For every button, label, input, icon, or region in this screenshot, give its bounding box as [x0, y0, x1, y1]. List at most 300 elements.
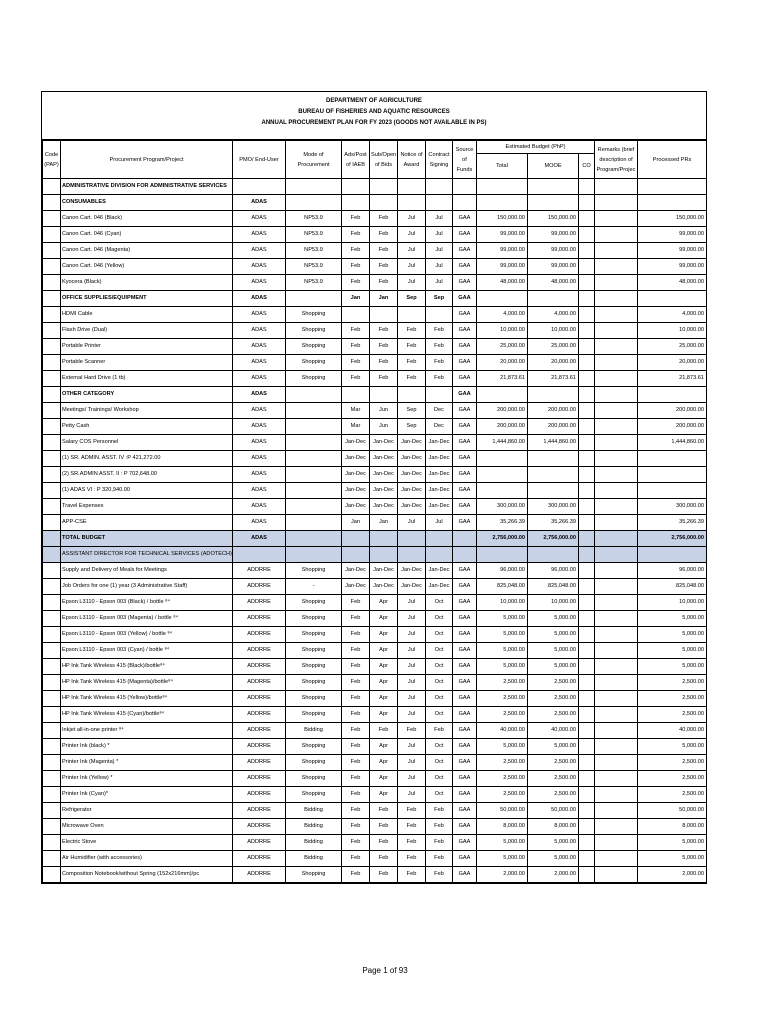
- cell-sub: Apr: [370, 691, 398, 707]
- cell-processed: [638, 467, 707, 483]
- cell-remarks: [595, 595, 638, 611]
- cell-name: Job Orders for one (1) year (3 Administrative Staff): [61, 579, 233, 595]
- table-row: [43, 467, 707, 483]
- cell-source: GAA: [453, 451, 477, 467]
- cell-processed: 5,000.00: [638, 659, 707, 675]
- cell-ads: Feb: [342, 803, 370, 819]
- cell-notice: [398, 531, 426, 547]
- cell-mooe: 825,048.00: [528, 579, 579, 595]
- cell-sub: [370, 179, 398, 195]
- cell-remarks: [595, 419, 638, 435]
- cell-mode: Shopping: [286, 307, 342, 323]
- cell-source: GAA: [453, 275, 477, 291]
- cell-notice: Jul: [398, 643, 426, 659]
- cell-code: [43, 531, 61, 547]
- cell-remarks: [595, 291, 638, 307]
- cell-processed: 300,000.00: [638, 499, 707, 515]
- cell-co: [579, 323, 595, 339]
- table-row: [43, 563, 707, 579]
- cell-sub: Feb: [370, 227, 398, 243]
- cell-processed: 5,000.00: [638, 851, 707, 867]
- cell-source: GAA: [453, 755, 477, 771]
- cell-processed: 2,500.00: [638, 707, 707, 723]
- table-body: [43, 179, 707, 883]
- cell-processed: 25,000.00: [638, 339, 707, 355]
- cell-mooe: 2,756,000.00: [528, 531, 579, 547]
- cell-ads: Feb: [342, 819, 370, 835]
- cell-ads: Feb: [342, 611, 370, 627]
- cell-remarks: [595, 451, 638, 467]
- cell-co: [579, 851, 595, 867]
- cell-ads: Feb: [342, 275, 370, 291]
- cell-contract: [426, 307, 453, 323]
- cell-name: HP Ink Tank Wireless 415 (Yellow)/bottle⁸⁴: [61, 691, 233, 707]
- cell-ads: Jan-Dec: [342, 435, 370, 451]
- cell-name: CONSUMABLES: [61, 195, 233, 211]
- cell-remarks: [595, 563, 638, 579]
- col-contract: Contract Signing: [426, 141, 453, 179]
- cell-mode: Shopping: [286, 739, 342, 755]
- cell-notice: Jul: [398, 659, 426, 675]
- cell-total: 5,000.00: [477, 627, 528, 643]
- cell-ads: Mar: [342, 403, 370, 419]
- cell-notice: Feb: [398, 835, 426, 851]
- cell-pmo: [233, 179, 286, 195]
- cell-notice: Jul: [398, 755, 426, 771]
- cell-mode: Shopping: [286, 355, 342, 371]
- cell-ads: Jan: [342, 515, 370, 531]
- cell-mooe: 96,000.00: [528, 563, 579, 579]
- cell-remarks: [595, 387, 638, 403]
- cell-processed: 2,500.00: [638, 675, 707, 691]
- cell-pmo: ADDRRE: [233, 659, 286, 675]
- cell-pmo: ADDRRE: [233, 787, 286, 803]
- table-row: [43, 179, 707, 195]
- cell-mooe: 2,500.00: [528, 771, 579, 787]
- cell-ads: Feb: [342, 211, 370, 227]
- table-row: [43, 483, 707, 499]
- cell-processed: 825,048.00: [638, 579, 707, 595]
- table-row: [43, 691, 707, 707]
- cell-code: [43, 355, 61, 371]
- cell-contract: Jul: [426, 211, 453, 227]
- table-row: [43, 339, 707, 355]
- cell-code: [43, 691, 61, 707]
- cell-remarks: [595, 867, 638, 883]
- cell-co: [579, 435, 595, 451]
- cell-mooe: [528, 387, 579, 403]
- cell-source: GAA: [453, 675, 477, 691]
- cell-pmo: ADAS: [233, 243, 286, 259]
- cell-name: TOTAL BUDGET: [61, 531, 233, 547]
- cell-co: [579, 659, 595, 675]
- cell-source: GAA: [453, 691, 477, 707]
- cell-contract: Oct: [426, 627, 453, 643]
- cell-mode: [286, 467, 342, 483]
- cell-remarks: [595, 307, 638, 323]
- cell-notice: Jul: [398, 259, 426, 275]
- cell-remarks: [595, 211, 638, 227]
- cell-contract: Oct: [426, 611, 453, 627]
- cell-mooe: 200,000.00: [528, 403, 579, 419]
- cell-sub: Apr: [370, 771, 398, 787]
- cell-code: [43, 291, 61, 307]
- cell-total: 21,873.61: [477, 371, 528, 387]
- cell-co: [579, 675, 595, 691]
- cell-mode: [286, 179, 342, 195]
- cell-source: GAA: [453, 563, 477, 579]
- cell-code: [43, 771, 61, 787]
- cell-mooe: 5,000.00: [528, 627, 579, 643]
- cell-ads: Feb: [342, 691, 370, 707]
- cell-code: [43, 611, 61, 627]
- cell-total: 5,000.00: [477, 659, 528, 675]
- col-total: Total: [477, 154, 528, 179]
- col-mode: Mode of Procurement: [286, 141, 342, 179]
- cell-pmo: ADAS: [233, 451, 286, 467]
- col-processed: Processed PRs: [638, 141, 707, 179]
- col-budget: Estimated Budget (PhP): [477, 141, 595, 154]
- cell-contract: Jul: [426, 243, 453, 259]
- cell-name: ASSISTANT DIRECTOR FOR TECHNICAL SERVICES (ADOTECH): [61, 547, 233, 563]
- table-row: [43, 627, 707, 643]
- cell-contract: Oct: [426, 755, 453, 771]
- cell-contract: Oct: [426, 675, 453, 691]
- cell-remarks: [595, 691, 638, 707]
- cell-pmo: ADAS: [233, 467, 286, 483]
- cell-ads: Feb: [342, 323, 370, 339]
- cell-sub: [370, 547, 398, 563]
- cell-remarks: [595, 371, 638, 387]
- cell-co: [579, 499, 595, 515]
- cell-mooe: [528, 467, 579, 483]
- cell-total: [477, 547, 528, 563]
- cell-source: GAA: [453, 771, 477, 787]
- table-row: [43, 387, 707, 403]
- cell-total: 10,000.00: [477, 323, 528, 339]
- cell-name: Printer Ink (Magenta) *: [61, 755, 233, 771]
- table-row: [43, 531, 707, 547]
- cell-source: GAA: [453, 611, 477, 627]
- cell-code: [43, 275, 61, 291]
- cell-pmo: ADDRRE: [233, 755, 286, 771]
- cell-co: [579, 739, 595, 755]
- cell-name: HP Ink Tank Wireless 415 (Cyan)/bottle⁸⁴: [61, 707, 233, 723]
- cell-contract: Oct: [426, 595, 453, 611]
- cell-ads: [342, 307, 370, 323]
- cell-ads: Feb: [342, 339, 370, 355]
- cell-code: [43, 211, 61, 227]
- cell-pmo: ADDRRE: [233, 867, 286, 883]
- cell-pmo: ADAS: [233, 403, 286, 419]
- cell-contract: Jan-Dec: [426, 483, 453, 499]
- cell-mooe: 99,000.00: [528, 227, 579, 243]
- cell-pmo: ADDRRE: [233, 643, 286, 659]
- cell-pmo: ADAS: [233, 483, 286, 499]
- cell-source: GAA: [453, 355, 477, 371]
- cell-ads: [342, 547, 370, 563]
- table-row: [43, 499, 707, 515]
- cell-mode: NP53.9: [286, 211, 342, 227]
- cell-mooe: 40,000.00: [528, 723, 579, 739]
- cell-name: Microwave Oven: [61, 819, 233, 835]
- table-row: [43, 323, 707, 339]
- cell-pmo: ADDRRE: [233, 835, 286, 851]
- cell-ads: Feb: [342, 643, 370, 659]
- cell-notice: Jul: [398, 627, 426, 643]
- table-row: [43, 707, 707, 723]
- cell-mooe: 2,000.00: [528, 867, 579, 883]
- col-mooe: MOOE: [528, 154, 579, 179]
- cell-code: [43, 563, 61, 579]
- cell-processed: [638, 195, 707, 211]
- table-row: [43, 755, 707, 771]
- cell-contract: [426, 179, 453, 195]
- cell-mooe: [528, 291, 579, 307]
- cell-sub: Apr: [370, 707, 398, 723]
- cell-ads: [342, 387, 370, 403]
- cell-sub: Jun: [370, 403, 398, 419]
- cell-remarks: [595, 755, 638, 771]
- cell-mooe: 10,000.00: [528, 595, 579, 611]
- cell-pmo: ADAS: [233, 499, 286, 515]
- cell-mode: Shopping: [286, 643, 342, 659]
- cell-name: Portable Printer: [61, 339, 233, 355]
- cell-mode: [286, 403, 342, 419]
- cell-sub: Apr: [370, 787, 398, 803]
- cell-code: [43, 403, 61, 419]
- cell-ads: Feb: [342, 259, 370, 275]
- cell-code: [43, 595, 61, 611]
- cell-contract: [426, 531, 453, 547]
- cell-mooe: 2,500.00: [528, 707, 579, 723]
- cell-total: 2,000.00: [477, 867, 528, 883]
- col-notice: Notice of Award: [398, 141, 426, 179]
- cell-ads: Feb: [342, 371, 370, 387]
- cell-sub: Feb: [370, 355, 398, 371]
- table-row: [43, 307, 707, 323]
- cell-pmo: ADAS: [233, 275, 286, 291]
- cell-ads: [342, 179, 370, 195]
- cell-contract: Oct: [426, 659, 453, 675]
- cell-mooe: 200,000.00: [528, 419, 579, 435]
- cell-notice: [398, 387, 426, 403]
- table-row: [43, 771, 707, 787]
- cell-processed: 2,756,000.00: [638, 531, 707, 547]
- cell-contract: Feb: [426, 371, 453, 387]
- cell-processed: 5,000.00: [638, 627, 707, 643]
- cell-name: Travel Expenses: [61, 499, 233, 515]
- cell-ads: Feb: [342, 771, 370, 787]
- cell-sub: Apr: [370, 675, 398, 691]
- cell-mooe: 2,500.00: [528, 787, 579, 803]
- cell-sub: Jun: [370, 419, 398, 435]
- cell-source: GAA: [453, 483, 477, 499]
- cell-sub: Feb: [370, 867, 398, 883]
- cell-sub: Jan-Dec: [370, 563, 398, 579]
- cell-mooe: [528, 195, 579, 211]
- cell-pmo: ADAS: [233, 371, 286, 387]
- cell-total: 2,756,000.00: [477, 531, 528, 547]
- cell-sub: Apr: [370, 595, 398, 611]
- cell-sub: Jan-Dec: [370, 579, 398, 595]
- cell-contract: Jan-Dec: [426, 435, 453, 451]
- cell-sub: Apr: [370, 611, 398, 627]
- cell-contract: Jan-Dec: [426, 563, 453, 579]
- cell-mode: [286, 451, 342, 467]
- cell-contract: Feb: [426, 723, 453, 739]
- cell-code: [43, 307, 61, 323]
- cell-notice: Jul: [398, 675, 426, 691]
- cell-remarks: [595, 499, 638, 515]
- cell-mode: Shopping: [286, 323, 342, 339]
- cell-code: [43, 627, 61, 643]
- cell-remarks: [595, 707, 638, 723]
- cell-co: [579, 611, 595, 627]
- cell-ads: Feb: [342, 355, 370, 371]
- cell-co: [579, 355, 595, 371]
- cell-code: [43, 179, 61, 195]
- cell-co: [579, 467, 595, 483]
- cell-notice: Jan-Dec: [398, 467, 426, 483]
- cell-mooe: [528, 547, 579, 563]
- cell-name: Supply and Delivery of Meals for Meetings: [61, 563, 233, 579]
- cell-sub: Jan-Dec: [370, 467, 398, 483]
- cell-notice: Jul: [398, 515, 426, 531]
- cell-name: Canon Cart. 046 (Black): [61, 211, 233, 227]
- cell-source: GAA: [453, 579, 477, 595]
- cell-ads: Mar: [342, 419, 370, 435]
- cell-mooe: 2,500.00: [528, 691, 579, 707]
- cell-ads: Feb: [342, 787, 370, 803]
- cell-source: GAA: [453, 515, 477, 531]
- cell-ads: Feb: [342, 707, 370, 723]
- cell-sub: Feb: [370, 851, 398, 867]
- cell-pmo: ADAS: [233, 227, 286, 243]
- cell-total: 300,000.00: [477, 499, 528, 515]
- cell-mode: NP53.9: [286, 275, 342, 291]
- cell-source: GAA: [453, 291, 477, 307]
- col-sub: Sub/Open of Bids: [370, 141, 398, 179]
- cell-mode: Shopping: [286, 787, 342, 803]
- cell-name: (1) SR. ADMIN. ASST. IV :P 421,272.00: [61, 451, 233, 467]
- cell-total: 2,500.00: [477, 691, 528, 707]
- cell-mooe: 5,000.00: [528, 835, 579, 851]
- cell-contract: Feb: [426, 323, 453, 339]
- cell-mooe: 5,000.00: [528, 611, 579, 627]
- cell-total: 2,500.00: [477, 787, 528, 803]
- cell-code: [43, 243, 61, 259]
- table-row: [43, 515, 707, 531]
- cell-pmo: ADAS: [233, 339, 286, 355]
- cell-processed: [638, 387, 707, 403]
- cell-co: [579, 419, 595, 435]
- cell-contract: Jan-Dec: [426, 467, 453, 483]
- cell-mooe: 50,000.00: [528, 803, 579, 819]
- cell-contract: Feb: [426, 819, 453, 835]
- cell-remarks: [595, 611, 638, 627]
- cell-code: [43, 227, 61, 243]
- cell-mooe: [528, 451, 579, 467]
- cell-mooe: 4,000.00: [528, 307, 579, 323]
- cell-ads: Jan-Dec: [342, 563, 370, 579]
- cell-total: 5,000.00: [477, 835, 528, 851]
- procurement-table: [42, 140, 707, 883]
- table-row: [43, 643, 707, 659]
- cell-total: [477, 291, 528, 307]
- cell-notice: Jul: [398, 611, 426, 627]
- cell-mode: -: [286, 579, 342, 595]
- cell-pmo: ADAS: [233, 307, 286, 323]
- cell-mode: Shopping: [286, 707, 342, 723]
- cell-mooe: 5,000.00: [528, 851, 579, 867]
- cell-name: OFFICE SUPPLIES/EQUIPMENT: [61, 291, 233, 307]
- cell-processed: 5,000.00: [638, 835, 707, 851]
- cell-name: Canon Cart. 046 (Cyan): [61, 227, 233, 243]
- cell-processed: 1,444,860.00: [638, 435, 707, 451]
- cell-code: [43, 323, 61, 339]
- cell-processed: [638, 483, 707, 499]
- cell-name: Air Humidifier (with accessories): [61, 851, 233, 867]
- cell-notice: [398, 195, 426, 211]
- cell-notice: Feb: [398, 723, 426, 739]
- cell-notice: Jul: [398, 707, 426, 723]
- cell-name: Epson L3110 - Epson 003 (Cyan) / bottle ⁸⁴: [61, 643, 233, 659]
- cell-code: [43, 851, 61, 867]
- cell-code: [43, 739, 61, 755]
- cell-source: GAA: [453, 403, 477, 419]
- cell-code: [43, 451, 61, 467]
- cell-mooe: 10,000.00: [528, 323, 579, 339]
- cell-ads: Feb: [342, 227, 370, 243]
- cell-processed: 8,000.00: [638, 819, 707, 835]
- cell-pmo: ADDRRE: [233, 851, 286, 867]
- cell-remarks: [595, 275, 638, 291]
- cell-total: 99,000.00: [477, 243, 528, 259]
- cell-mode: [286, 419, 342, 435]
- cell-remarks: [595, 547, 638, 563]
- cell-mode: [286, 547, 342, 563]
- cell-name: Printer Ink (Yellow) *: [61, 771, 233, 787]
- cell-total: 2,500.00: [477, 707, 528, 723]
- cell-contract: Feb: [426, 355, 453, 371]
- cell-co: [579, 531, 595, 547]
- cell-total: [477, 467, 528, 483]
- cell-notice: Jan-Dec: [398, 435, 426, 451]
- table-row: [43, 579, 707, 595]
- table-header-row: [43, 141, 707, 154]
- cell-code: [43, 675, 61, 691]
- cell-processed: [638, 179, 707, 195]
- cell-co: [579, 483, 595, 499]
- cell-contract: Jul: [426, 515, 453, 531]
- cell-notice: Feb: [398, 371, 426, 387]
- cell-ads: Feb: [342, 595, 370, 611]
- cell-pmo: ADAS: [233, 435, 286, 451]
- cell-sub: Feb: [370, 259, 398, 275]
- cell-total: 99,000.00: [477, 259, 528, 275]
- cell-remarks: [595, 179, 638, 195]
- table-row: [43, 355, 707, 371]
- cell-name: HP Ink Tank Wireless 415 (Magenta)/bottle⁸⁴: [61, 675, 233, 691]
- cell-total: 35,266.39: [477, 515, 528, 531]
- cell-name: Composition Notebook/without Spring (152x216mm)/pc: [61, 867, 233, 883]
- cell-total: 20,000.00: [477, 355, 528, 371]
- page-number: Page 1 of 93: [362, 966, 408, 975]
- cell-ads: Jan-Dec: [342, 483, 370, 499]
- table-row: [43, 819, 707, 835]
- cell-co: [579, 595, 595, 611]
